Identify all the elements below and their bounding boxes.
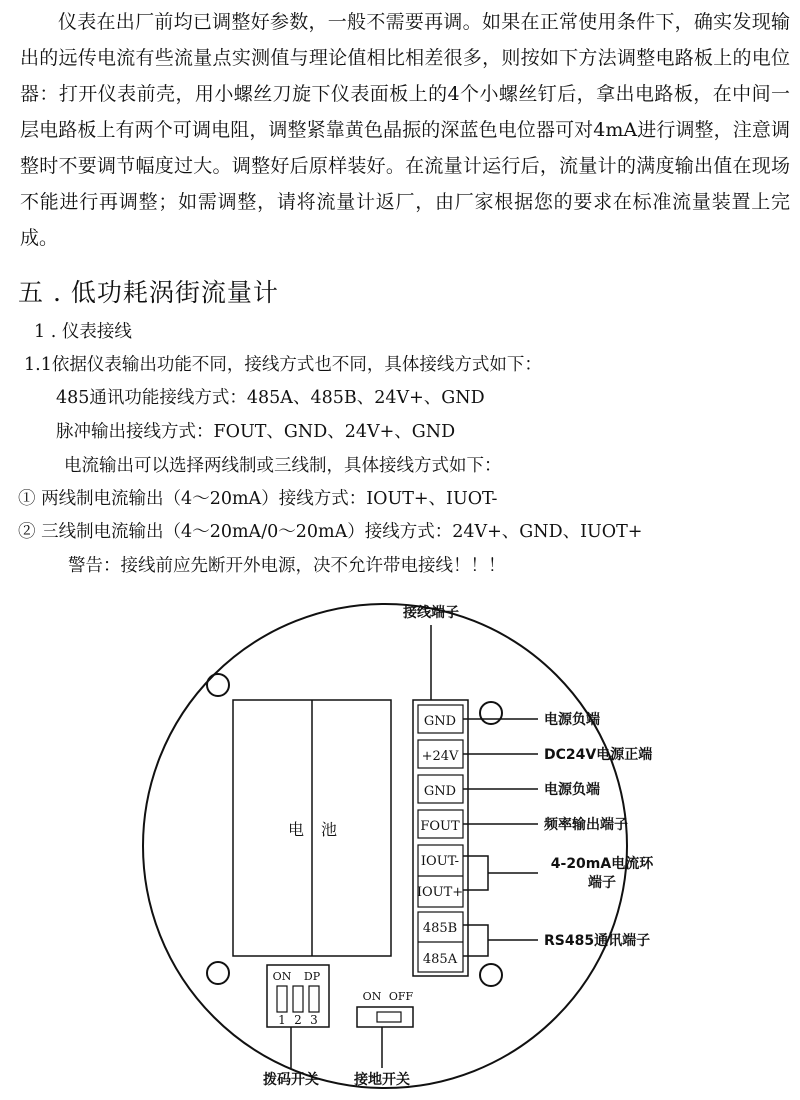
dip-dp-label: DP — [303, 970, 321, 983]
ground-off-label: OFF — [388, 990, 414, 1003]
text-line: ② 三线制电流输出（4～20mA/0～20mA）接线方式：24V+、GND、IUOT+ — [18, 522, 643, 542]
ground-switch-label: 接地开关 — [354, 1072, 410, 1088]
terminal-iout-plus: IOUT+ — [416, 885, 464, 900]
callout-fout: 频率输出端子 — [544, 817, 628, 833]
ground-switch — [357, 1007, 413, 1027]
text-line: 485通讯功能接线方式：485A、485B、24V+、GND — [56, 388, 485, 408]
callout-rs485: RS485通讯端子 — [544, 933, 651, 949]
terminal-gnd-1: GND — [423, 714, 457, 729]
terminal-24v: +24V — [421, 749, 459, 764]
dip-slot — [277, 986, 287, 1012]
ground-on-label: ON — [362, 990, 382, 1003]
dip-number: 1 — [278, 1013, 286, 1027]
housing-outline — [143, 604, 627, 1088]
text-line: 1.1依据仪表输出功能不同，接线方式也不同，具体接线方式如下： — [24, 355, 542, 375]
terminal-fout: FOUT — [420, 819, 460, 834]
callout-current-2: 端子 — [588, 875, 616, 891]
ground-switch-knob — [377, 1012, 401, 1022]
subheading: 1 . 仪表接线 — [34, 322, 132, 342]
dip-slot — [293, 986, 303, 1012]
battery-label-left: 电 — [287, 820, 305, 839]
callout-gnd-2: 电源负端 — [544, 782, 600, 798]
dip-number: 2 — [294, 1013, 302, 1027]
dip-slot — [309, 986, 319, 1012]
text-line: ① 两线制电流输出（4～20mA）接线方式：IOUT+、IUOT- — [18, 489, 498, 509]
callout-gnd-1: 电源负端 — [544, 712, 600, 728]
screw-hole-icon — [207, 962, 229, 984]
intro-paragraph: 仪表在出厂前均已调整好参数，一般不需要再调。如果在正常使用条件下，确实发现输出的远传电流有些流量点实测值与理论值相比相差很多，则按如下方法调整电路板上的电位器：打开仪表前壳，用小螺丝刀旋下仪表面板上的4个小螺丝钉后，拿出电路板，在中间一层电路板上有两个可调电阻，调整紧靠黄色晶振的深蓝色电位器可对4mA进行调整，注意调整时不要调节幅度过大。调整好后原样装好。在流量计运行后，流量计的满度输出值在现场不能进行再调整；如需调整，请将流量计返厂，由厂家根据您的要求在标准流量装置上完成。 — [20, 11, 790, 249]
terminal-block-label: 接线端子 — [403, 605, 459, 621]
screw-hole-icon — [480, 702, 502, 724]
terminal-gnd-2: GND — [423, 784, 457, 799]
text-line: 电流输出可以选择两线制或三线制，具体接线方式如下： — [64, 456, 502, 476]
section-heading: 五 . 低功耗涡街流量计 — [18, 278, 279, 307]
terminal-485a: 485A — [422, 952, 458, 967]
warning-line: 警告：接线前应先断开外电源，决不允许带电接线！！！ — [68, 556, 506, 576]
dip-number: 3 — [310, 1013, 318, 1027]
callout-24v: DC24V电源正端 — [544, 747, 653, 763]
terminal-485b: 485B — [422, 921, 458, 936]
dip-switch-label: 拨码开关 — [263, 1072, 319, 1088]
callout-current-1: 4-20mA电流环 — [550, 856, 654, 872]
screw-hole-icon — [207, 674, 229, 696]
dip-on-label: ON — [272, 970, 292, 983]
terminal-iout-minus: IOUT- — [420, 854, 460, 869]
battery-label-right: 池 — [320, 820, 338, 839]
text-line: 脉冲输出接线方式：FOUT、GND、24V+、GND — [56, 422, 456, 442]
screw-hole-icon — [480, 964, 502, 986]
